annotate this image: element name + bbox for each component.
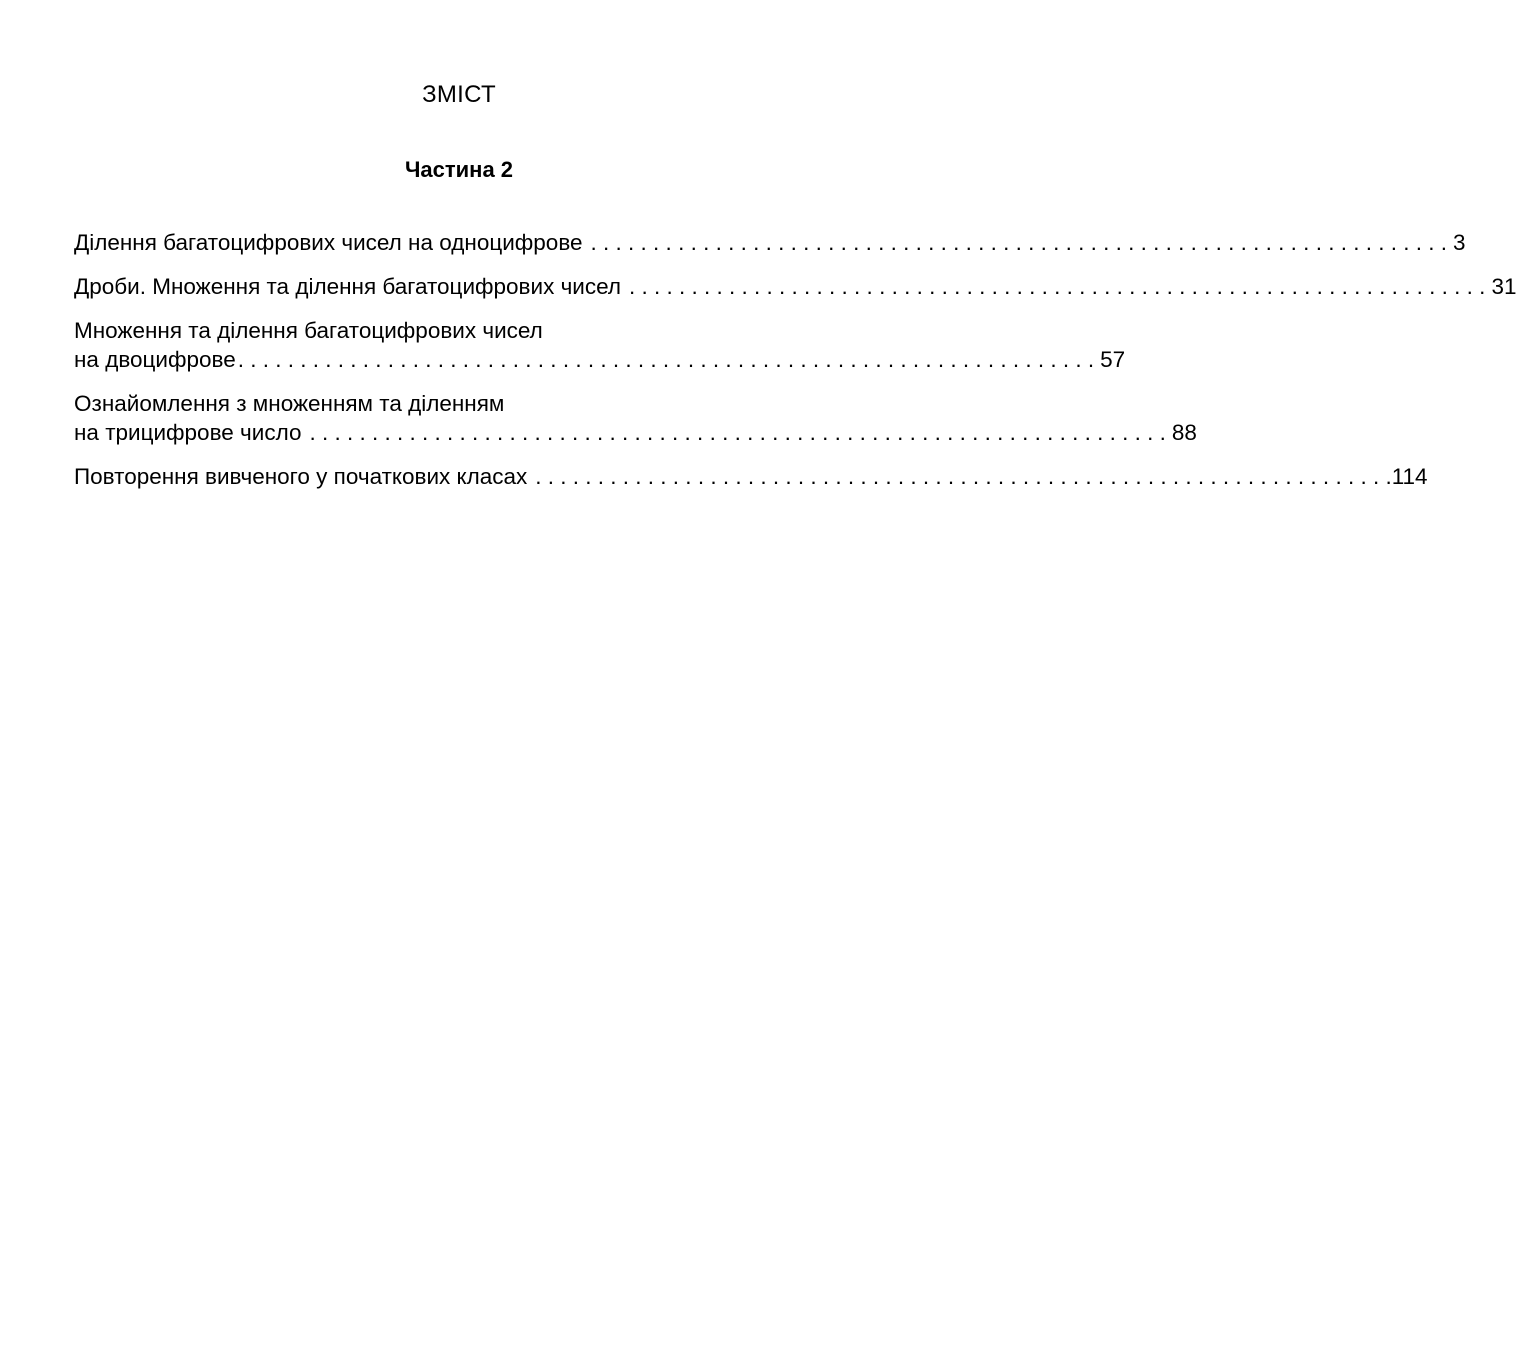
dot-leader: . . . . . . . . . . . . . . . . . . . . . . . . . . . . . . . . . . . . . . . . . . . . . . . . . . . . . . . . . . . . . . . . . . . . . xyxy=(629,274,1486,299)
toc-entry-title-line2: на двоцифрове xyxy=(74,347,236,372)
toc-entry-title: Дроби. Множення та ділення багатоцифрових чисел xyxy=(74,274,622,299)
toc-entry xyxy=(74,228,1466,257)
toc-entry-title: Ділення багатоцифрових чисел на одноцифрове xyxy=(74,230,583,255)
dot-leader: . . . . . . . . . . . . . . . . . . . . . . . . . . . . . . . . . . . . . . . . . . . . . . . . . . . . . . . . . . . . . . . . . . . . . xyxy=(237,347,1095,372)
dot-leader: . . . . . . . . . . . . . . . . . . . . . . . . . . . . . . . . . . . . . . . . . . . . . . . . . . . . . . . . . . . . . . . . . . . . . xyxy=(309,420,1166,445)
toc-line xyxy=(74,345,1126,374)
toc-entry xyxy=(74,389,1197,447)
part-title: Частина 2 xyxy=(404,157,514,182)
toc-page-number: 3 xyxy=(1452,230,1466,255)
toc-page-number: 114 xyxy=(1391,464,1428,489)
toc-entry xyxy=(74,272,1516,301)
toc-entry-title: Повторення вивченого у початкових класах xyxy=(74,464,528,489)
toc-line xyxy=(74,272,1516,301)
toc-entry xyxy=(74,316,1126,374)
toc-line xyxy=(74,462,1428,491)
dot-leader: . . . . . . . . . . . . . . . . . . . . . . . . . . . . . . . . . . . . . . . . . . . . . . . . . . . . . . . . . . . . . . . . . . . . . xyxy=(535,464,1392,489)
toc-entry-title-line2: на трицифрове число xyxy=(74,420,302,445)
toc-line xyxy=(74,418,1197,447)
table-of-contents xyxy=(74,228,1516,506)
toc-page-number: 57 xyxy=(1100,347,1126,372)
page-title: ЗМІСТ xyxy=(422,81,496,108)
dot-leader: . . . . . . . . . . . . . . . . . . . . . . . . . . . . . . . . . . . . . . . . . . . . . . . . . . . . . . . . . . . . . . . . . . . . . xyxy=(590,230,1447,255)
toc-page-number: 88 xyxy=(1171,420,1197,445)
toc-entry-title-line1: Ознайомлення з множенням та діленням xyxy=(74,391,505,416)
toc-line xyxy=(74,228,1466,257)
toc-entry xyxy=(74,462,1428,491)
toc-entry-title-line1: Множення та ділення багатоцифрових чисел xyxy=(74,318,543,343)
toc-page-number: 31 xyxy=(1491,274,1516,299)
